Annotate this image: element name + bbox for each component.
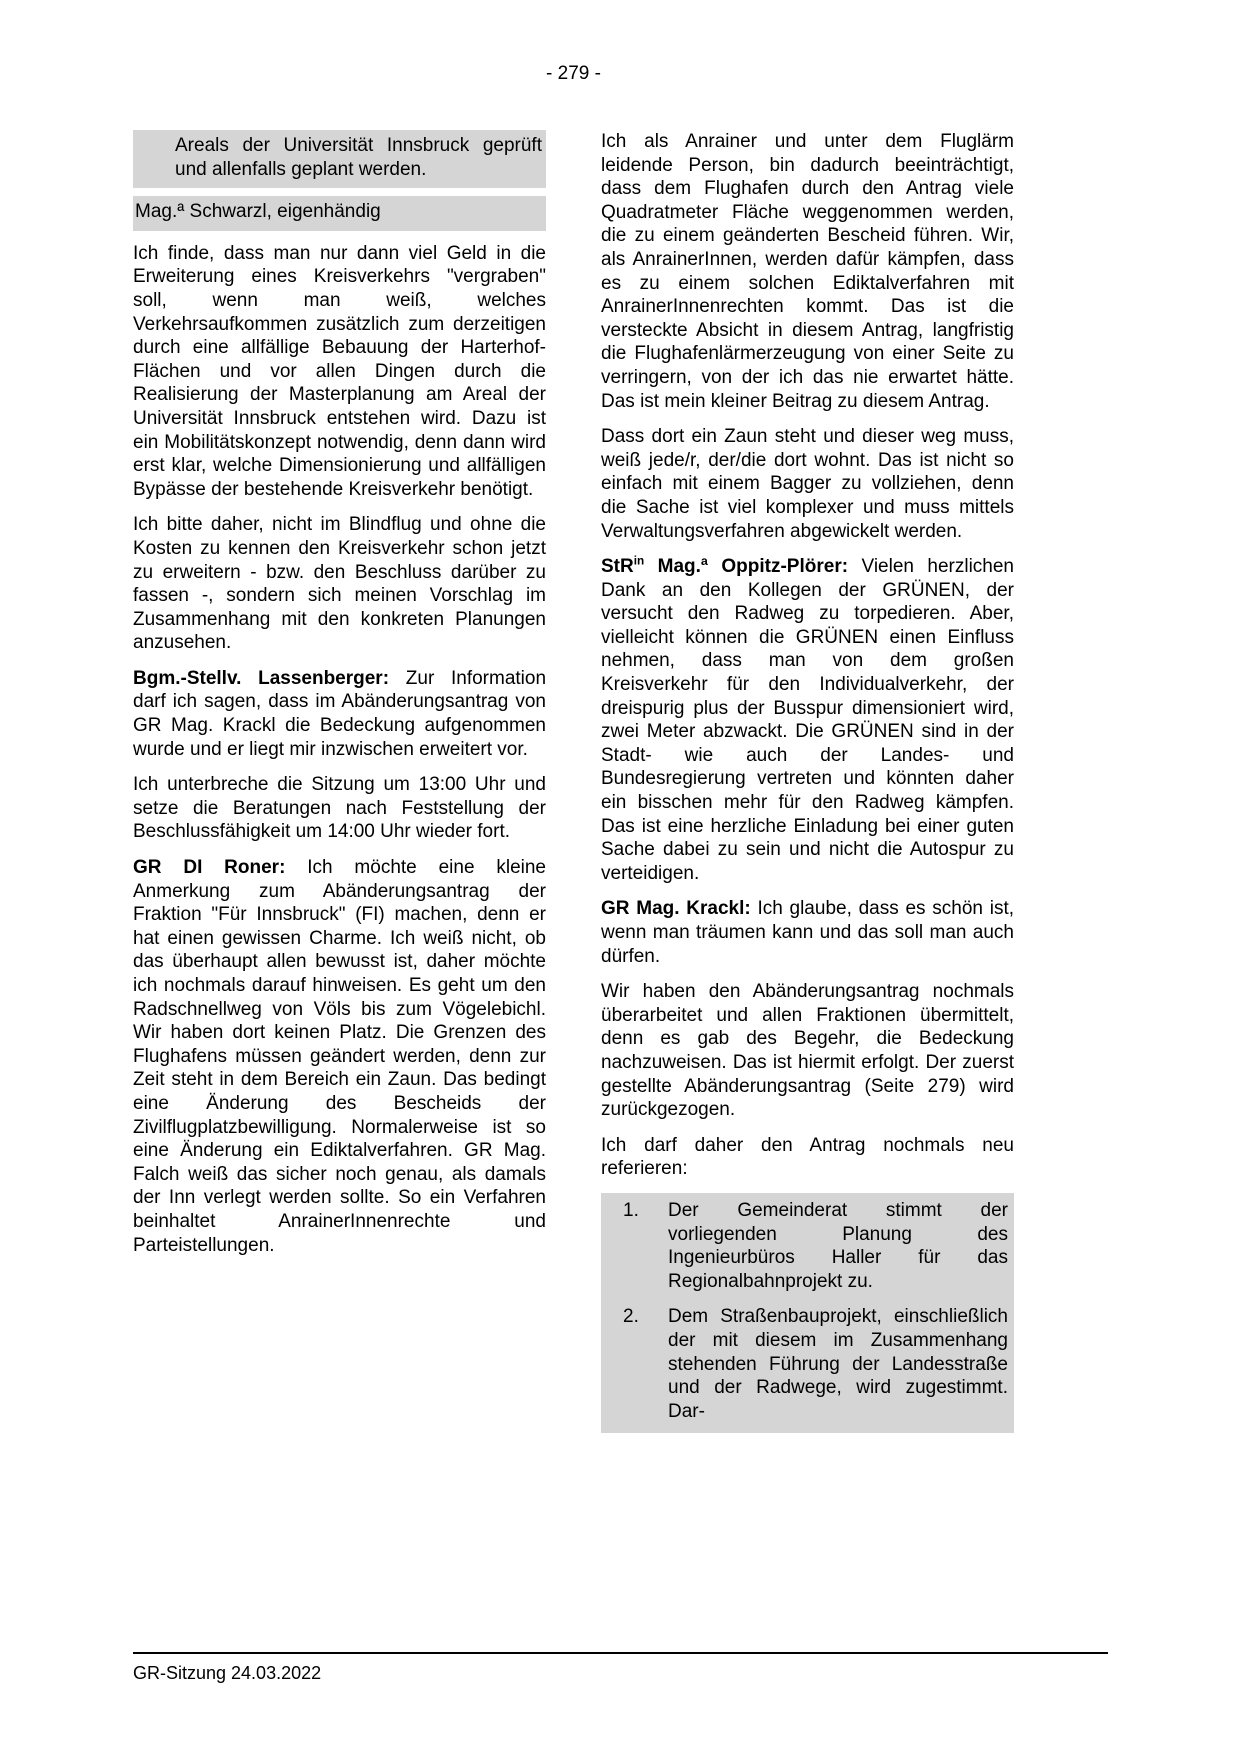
list-item-text: Der Gemeinderat stimmt der vorliegenden Planung des Ingenieurbüros Haller für das Regionalbahnprojekt zu. <box>668 1199 1008 1292</box>
paragraph <box>133 856 546 1257</box>
speaker-name-superscript: in <box>633 554 645 568</box>
speech-text: Zur Information darf ich sagen, dass im Abänderungsantrag von GR Mag. Krackl die Bedeckung aufgenommen wurde und er liegt mir inzwischen erweitert vor. <box>133 667 547 760</box>
two-column-text <box>133 130 1014 1433</box>
speaker-name: Bgm.-Stellv. Lassenberger: <box>133 667 390 689</box>
speaker-name <box>601 556 848 577</box>
page-number: - 279 - <box>546 63 601 84</box>
paragraph: Dass dort ein Zaun steht und dieser weg muss, weiß jede/r, der/die dort wohnt. Das ist nicht so einfach mit einem Bagger zu vollziehen, denn die Sache ist viel komplexer und muss mittels Verwaltungsverfahren abgewickelt werden. <box>601 426 1014 542</box>
signature-text: Mag.ª Schwarzl, eigenhändig <box>135 201 381 223</box>
highlighted-signature-block <box>133 196 546 231</box>
paragraph <box>601 555 1014 885</box>
left-column <box>133 130 546 1433</box>
session-interruption-note: Ich unterbreche die Sitzung um 13:00 Uhr und setze die Beratungen nach Feststellung der Beschlussfähigkeit um 14:00 Uhr wieder fort. <box>133 774 546 843</box>
paragraph: Wir haben den Abänderungsantrag nochmals überarbeitet und allen Fraktionen übermittelt, denn es gab des Begehr, die Bedeckung nachzuweisen. Das ist hiermit erfolgt. Der zuerst gestellte Abänderungsantrag (Seite 279) wird zurückgezogen. <box>601 981 1014 1121</box>
speaker-name: GR Mag. Krackl: <box>601 898 751 920</box>
list-item-number: 2. <box>623 1306 639 1328</box>
speech-text: Vielen herzlichen Dank an den Kollegen der GRÜNEN, der versucht den Radweg zu torpedieren. Aber, vielleicht können die GRÜNEN einen Einfluss nehmen, dass man von dem großen Kreisverkehr für den Individualverkehr, der dreispurig plus der Busspur dimensioniert wird, zwei Meter abzwackt. Die GRÜNEN sind in der Stadt- wie auch der Landes- und Bundesregierung vertreten und könnten daher ein bisschen mehr für den Radweg kämpfen. Das ist eine herzliche Einladung bei einer guten Sache dabei zu sein und nicht die Autospur zu verteidigen. <box>601 556 1014 884</box>
list-item-number: 1. <box>623 1199 639 1221</box>
carryover-text: Areals der Universität Innsbruck geprüft und allenfalls geplant werden. <box>175 135 542 180</box>
paragraph: Ich darf daher den Antrag nochmals neu referieren: <box>601 1134 1014 1180</box>
speaker-name: GR DI Roner: <box>133 857 286 879</box>
list-item-text: Dem Straßenbauprojekt, einschließlich der mit diesem im Zusammenhang stehenden Führung der Landesstraße und der Radwege, wird zugestimmt. Dar- <box>668 1306 1008 1422</box>
list-item <box>601 1199 1008 1293</box>
paragraph <box>133 667 546 761</box>
right-column <box>601 130 1014 1433</box>
highlighted-resolution-list <box>601 1193 1014 1433</box>
page-footer <box>133 1652 1108 1684</box>
highlighted-carryover-block <box>133 130 546 188</box>
speech-text: Ich möchte eine kleine Anmerkung zum Abänderungsantrag der Fraktion "Für Innsbruck" (FI) machen, denn er hat einen gewissen Charme. Ich weiß nicht, ob das überhaupt allen bewusst ist, daher möchte ich nochmals darauf hinweisen. Es geht um den Radschnellweg von Völs bis zum Vögelebichl. Wir haben dort keinen Platz. Die Grenzen des Flughafens müssen geändert werden, denn zur Zeit steht in dem Bereich ein Zaun. Das bedingt eine Änderung des Bescheids der Zivilflugplatzbewilligung. Normalerweise ist so eine Änderung ein Ediktalverfahren. GR Mag. Falch weiß das sicher noch genau, als damals der Inn verlegt werden sollte. So ein Verfahren beinhaltet AnrainerInnenrechte und Parteistellungen. <box>133 857 546 1256</box>
speaker-name-part: StR <box>601 556 634 578</box>
list-item <box>601 1305 1008 1423</box>
speech-text: Ich glaube, dass es schön ist, wenn man träumen kann und das soll man auch dürfen. <box>601 898 1014 967</box>
paragraph: Ich bitte daher, nicht im Blindflug und ohne die Kosten zu kennen den Kreisverkehr schon jetzt zu erweitern - bzw. den Beschluss darüber zu fassen -, sondern sich meinen Vorschlag im Zusammenhang mit den konkreten Planungen anzusehen. <box>133 514 546 654</box>
paragraph: Ich als Anrainer und unter dem Fluglärm leidende Person, bin dadurch beeinträchtigt, dass dem Flughafen durch den Antrag viele Quadratmeter Fläche weggenommen werden, die zu einem geänderten Bescheid führen. Wir, als AnrainerInnen, werden dafür kämpfen, dass es zu einem solchen Ediktalverfahren mit AnrainerInnenrechten kommt. Das ist die versteckte Absicht in diesem Antrag, langfristig die Flughafenlärmerzeugung von einer Seite zu verringern, von der ich das nie erwartet hätte. Das ist mein kleiner Beitrag zu diesem Antrag. <box>601 131 1014 412</box>
speaker-name-part: Mag.ª Oppitz-Plörer: <box>644 556 849 578</box>
footer-text: GR-Sitzung 24.03.2022 <box>133 1663 322 1683</box>
paragraph: Ich finde, dass man nur dann viel Geld in die Erweiterung eines Kreisverkehrs "vergraben" soll, wenn man weiß, welches Verkehrsaufkommen zusätzlich zum derzeitigen durch eine allfällige Bebauung der Harterhof-Flächen und vor allen Dingen durch die Realisierung der Masterplanung am Areal der Universität Innsbruck entstehen wird. Dazu ist ein Mobilitätskonzept notwendig, denn dann wird erst klar, welche Dimensionierung und allfälligen Bypässe der bestehende Kreisverkehr benötigt. <box>133 242 546 500</box>
paragraph <box>601 897 1014 968</box>
